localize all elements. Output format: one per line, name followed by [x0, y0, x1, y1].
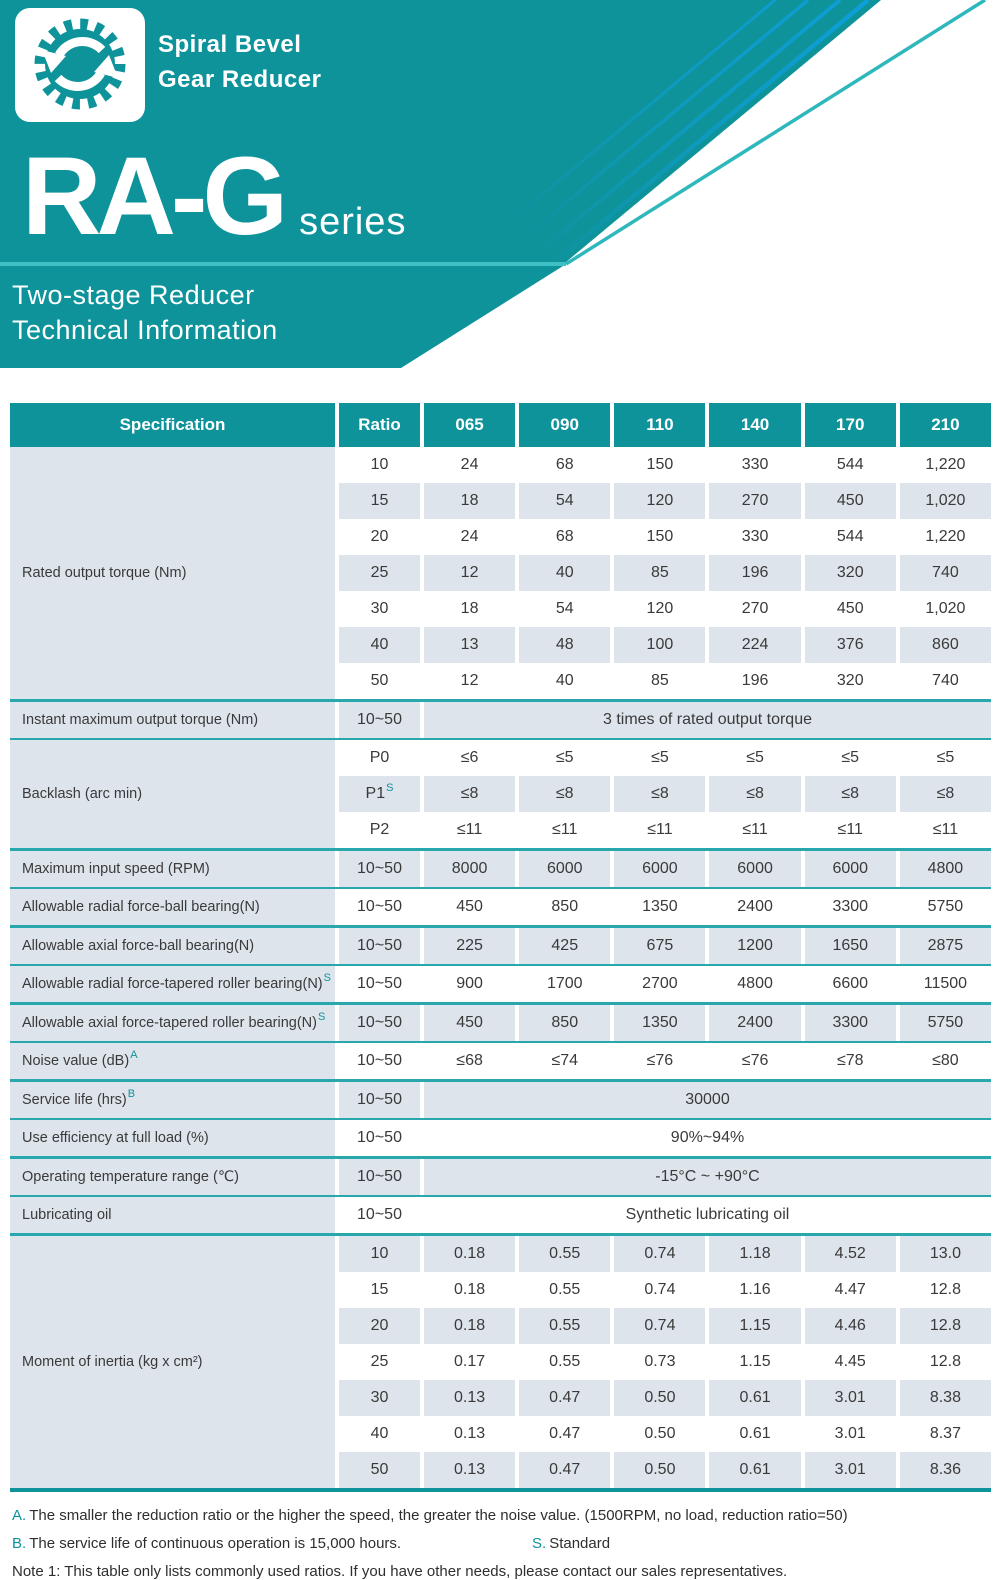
value-cell: 900: [424, 966, 515, 1002]
banner: [0, 0, 1000, 400]
value-cell: 11500: [900, 966, 991, 1002]
value-cell: ≤76: [709, 1043, 800, 1079]
superscript-note-ref: S: [317, 1010, 326, 1023]
value-cell: 450: [424, 889, 515, 925]
value-cell: 376: [805, 627, 896, 663]
ratio-cell: 10~50: [339, 1159, 420, 1195]
superscript-note-ref: S: [386, 782, 394, 794]
footnotes: [12, 1505, 990, 1580]
value-cell: 0.50: [614, 1452, 705, 1488]
value-cell: ≤8: [424, 776, 515, 812]
value-span-cell: 3 times of rated output torque: [424, 702, 991, 738]
note-1-text: Note 1: This table only lists commonly used ratios. If you have other needs, please contact our sales representatives.: [12, 1563, 788, 1580]
value-cell: 4800: [900, 851, 991, 887]
column-header: 065: [424, 403, 515, 447]
ratio-cell: 10~50: [339, 1043, 420, 1079]
value-cell: 320: [805, 555, 896, 591]
value-cell: 196: [709, 555, 800, 591]
value-span-cell: 30000: [424, 1082, 991, 1118]
value-cell: ≤8: [709, 776, 800, 812]
value-cell: ≤11: [900, 812, 991, 848]
value-cell: 2700: [614, 966, 705, 1002]
value-cell: ≤80: [900, 1043, 991, 1079]
value-cell: 6000: [805, 851, 896, 887]
ratio-cell: 10~50: [339, 1082, 420, 1118]
column-header: 210: [900, 403, 991, 447]
value-cell: 0.61: [709, 1380, 800, 1416]
value-cell: 12: [424, 663, 515, 699]
column-header: 090: [519, 403, 610, 447]
superscript-note-ref: B: [127, 1087, 136, 1100]
value-cell: ≤68: [424, 1043, 515, 1079]
ratio-cell: 50: [339, 663, 420, 699]
ratio-cell: P1 S: [339, 776, 420, 812]
value-cell: 0.13: [424, 1452, 515, 1488]
value-cell: 450: [424, 1005, 515, 1041]
value-cell: 6600: [805, 966, 896, 1002]
value-cell: 860: [900, 627, 991, 663]
value-cell: 320: [805, 663, 896, 699]
value-cell: 0.18: [424, 1272, 515, 1308]
value-cell: 675: [614, 928, 705, 964]
value-cell: 0.61: [709, 1452, 800, 1488]
value-cell: ≤78: [805, 1043, 896, 1079]
note-s-key: S.: [532, 1535, 547, 1552]
ratio-cell: 30: [339, 591, 420, 627]
value-cell: 224: [709, 627, 800, 663]
brand-line1: Spiral Bevel: [158, 31, 302, 58]
value-cell: 3300: [805, 889, 896, 925]
spec-cell: Operating temperature range (℃): [10, 1159, 335, 1195]
value-cell: 0.47: [519, 1452, 610, 1488]
value-cell: 4.46: [805, 1308, 896, 1344]
ratio-cell: 10: [339, 447, 420, 483]
ratio-cell: 50: [339, 1452, 420, 1488]
value-cell: ≤5: [614, 740, 705, 776]
value-cell: ≤5: [519, 740, 610, 776]
superscript-note-ref: A: [130, 1049, 138, 1061]
value-cell: 544: [805, 447, 896, 483]
value-cell: 4800: [709, 966, 800, 1002]
value-cell: 18: [424, 483, 515, 519]
value-cell: 3300: [805, 1005, 896, 1041]
note-b-key: B.: [12, 1535, 27, 1552]
value-cell: ≤8: [805, 776, 896, 812]
value-cell: 1700: [519, 966, 610, 1002]
value-cell: 0.13: [424, 1380, 515, 1416]
ratio-cell: 10: [339, 1236, 420, 1272]
value-cell: 18: [424, 591, 515, 627]
value-cell: ≤11: [519, 812, 610, 848]
ratio-cell: 10~50: [339, 928, 420, 964]
ratio-cell: 10~50: [339, 889, 420, 925]
value-cell: ≤74: [519, 1043, 610, 1079]
value-cell: 24: [424, 447, 515, 483]
value-cell: 4.52: [805, 1236, 896, 1272]
value-cell: 0.61: [709, 1416, 800, 1452]
value-cell: 5750: [900, 889, 991, 925]
spec-cell: Instant maximum output torque (Nm): [10, 702, 335, 738]
value-cell: 5750: [900, 1005, 991, 1041]
value-cell: 24: [424, 519, 515, 555]
value-cell: 0.18: [424, 1308, 515, 1344]
value-cell: ≤11: [709, 812, 800, 848]
brand-name: [158, 27, 321, 97]
value-cell: 2875: [900, 928, 991, 964]
spec-cell: Backlash (arc min): [10, 740, 335, 848]
value-cell: ≤11: [805, 812, 896, 848]
value-cell: 1.18: [709, 1236, 800, 1272]
value-cell: 1.16: [709, 1272, 800, 1308]
ratio-cell: 15: [339, 1272, 420, 1308]
table-bottom-border: [10, 1488, 991, 1492]
value-cell: 740: [900, 663, 991, 699]
value-cell: 2400: [709, 889, 800, 925]
value-cell: 0.50: [614, 1416, 705, 1452]
ratio-cell: 15: [339, 483, 420, 519]
value-cell: 1,020: [900, 591, 991, 627]
spec-cell: Allowable axial force-tapered roller bearing(N) S: [10, 1005, 335, 1041]
column-header: Specification: [10, 403, 335, 447]
value-cell: 4.45: [805, 1344, 896, 1380]
value-cell: 12.8: [900, 1272, 991, 1308]
value-cell: 1350: [614, 1005, 705, 1041]
banner-underline: [0, 262, 566, 266]
value-cell: ≤5: [900, 740, 991, 776]
value-cell: 1650: [805, 928, 896, 964]
value-cell: 85: [614, 663, 705, 699]
value-cell: ≤11: [614, 812, 705, 848]
value-cell: 450: [805, 591, 896, 627]
value-cell: 225: [424, 928, 515, 964]
value-cell: 3.01: [805, 1416, 896, 1452]
value-cell: 1,220: [900, 447, 991, 483]
ratio-cell: P0: [339, 740, 420, 776]
spec-cell: Maximum input speed (RPM): [10, 851, 335, 887]
series-suffix: series: [299, 201, 407, 243]
ratio-cell: 10~50: [339, 966, 420, 1002]
value-cell: 120: [614, 591, 705, 627]
spec-cell: Allowable radial force-tapered roller bearing(N) S: [10, 966, 335, 1002]
value-cell: 1.15: [709, 1344, 800, 1380]
value-cell: 2400: [709, 1005, 800, 1041]
value-cell: 0.74: [614, 1308, 705, 1344]
value-cell: 0.55: [519, 1308, 610, 1344]
value-cell: 0.73: [614, 1344, 705, 1380]
value-cell: 0.47: [519, 1380, 610, 1416]
value-cell: 0.74: [614, 1236, 705, 1272]
ratio-cell: 10~50: [339, 851, 420, 887]
brand-line2: Gear Reducer: [158, 66, 322, 93]
value-cell: 1200: [709, 928, 800, 964]
value-cell: 6000: [709, 851, 800, 887]
note-b: [12, 1533, 990, 1561]
value-cell: 0.47: [519, 1416, 610, 1452]
ratio-cell: 40: [339, 627, 420, 663]
value-cell: 0.18: [424, 1236, 515, 1272]
value-cell: 3.01: [805, 1380, 896, 1416]
value-cell: ≤8: [519, 776, 610, 812]
value-cell: 0.74: [614, 1272, 705, 1308]
note-a-key: A.: [12, 1507, 27, 1524]
note-a-text: The smaller the reduction ratio or the higher the speed, the greater the noise value. (1500RPM, no load, reduction ratio=50): [29, 1507, 848, 1524]
value-cell: 68: [519, 519, 610, 555]
value-cell: 40: [519, 555, 610, 591]
value-cell: 6000: [519, 851, 610, 887]
value-cell: 12.8: [900, 1344, 991, 1380]
value-cell: 8.36: [900, 1452, 991, 1488]
value-cell: 0.55: [519, 1344, 610, 1380]
value-cell: 850: [519, 1005, 610, 1041]
ratio-cell: 10~50: [339, 1005, 420, 1041]
note-s: [532, 1533, 610, 1555]
ratio-cell: 30: [339, 1380, 420, 1416]
value-cell: 1,020: [900, 483, 991, 519]
value-cell: 1.15: [709, 1308, 800, 1344]
spec-cell: Allowable axial force-ball bearing(N): [10, 928, 335, 964]
value-span-cell: Synthetic lubricating oil: [424, 1197, 991, 1233]
value-cell: 8.37: [900, 1416, 991, 1452]
value-cell: ≤11: [424, 812, 515, 848]
value-cell: ≤8: [900, 776, 991, 812]
ratio-cell: 25: [339, 555, 420, 591]
value-cell: 6000: [614, 851, 705, 887]
spec-cell: Rated output torque (Nm): [10, 447, 335, 699]
note-a: [12, 1505, 990, 1533]
value-cell: 13: [424, 627, 515, 663]
value-cell: 8000: [424, 851, 515, 887]
column-header: 110: [614, 403, 705, 447]
value-cell: 40: [519, 663, 610, 699]
value-cell: 330: [709, 519, 800, 555]
value-cell: 3.01: [805, 1452, 896, 1488]
ratio-cell: 20: [339, 1308, 420, 1344]
value-cell: 1,220: [900, 519, 991, 555]
value-cell: 0.55: [519, 1236, 610, 1272]
value-cell: 0.13: [424, 1416, 515, 1452]
value-cell: 0.50: [614, 1380, 705, 1416]
gear-logo: [15, 8, 145, 122]
ratio-cell: P2: [339, 812, 420, 848]
value-cell: 150: [614, 447, 705, 483]
spec-cell: Allowable radial force-ball bearing(N): [10, 889, 335, 925]
value-cell: 544: [805, 519, 896, 555]
value-cell: 85: [614, 555, 705, 591]
ratio-cell: 10~50: [339, 702, 420, 738]
value-cell: 270: [709, 591, 800, 627]
ratio-cell: 10~50: [339, 1120, 420, 1156]
note-1: [12, 1561, 990, 1580]
value-cell: 54: [519, 591, 610, 627]
value-cell: 196: [709, 663, 800, 699]
value-cell: 330: [709, 447, 800, 483]
ratio-cell: 20: [339, 519, 420, 555]
value-cell: 12: [424, 555, 515, 591]
value-cell: 0.17: [424, 1344, 515, 1380]
value-cell: ≤6: [424, 740, 515, 776]
subtitle-line1: Two-stage Reducer: [12, 280, 255, 310]
value-cell: 1350: [614, 889, 705, 925]
column-header: 140: [709, 403, 800, 447]
subtitle-line2: Technical Information: [12, 315, 278, 345]
series-name: RA-G: [22, 135, 284, 258]
ratio-cell: 25: [339, 1344, 420, 1380]
value-cell: 13.0: [900, 1236, 991, 1272]
value-cell: 740: [900, 555, 991, 591]
value-cell: ≤8: [614, 776, 705, 812]
spec-cell: Moment of inertia (kg x cm²): [10, 1236, 335, 1488]
page-subtitle: [12, 278, 278, 348]
series-title: [22, 135, 407, 258]
value-cell: ≤5: [805, 740, 896, 776]
value-cell: 120: [614, 483, 705, 519]
column-header: Ratio: [339, 403, 420, 447]
ratio-cell: 10~50: [339, 1197, 420, 1233]
value-span-cell: -15°C ~ +90°C: [424, 1159, 991, 1195]
value-cell: 100: [614, 627, 705, 663]
value-cell: 54: [519, 483, 610, 519]
value-cell: 850: [519, 889, 610, 925]
column-header: 170: [805, 403, 896, 447]
value-cell: 4.47: [805, 1272, 896, 1308]
superscript-note-ref: S: [323, 972, 331, 984]
spec-table: [10, 403, 991, 1492]
value-cell: 425: [519, 928, 610, 964]
value-cell: 150: [614, 519, 705, 555]
spec-cell: Use efficiency at full load (%): [10, 1120, 335, 1156]
spec-cell: Noise value (dB) A: [10, 1043, 335, 1079]
value-cell: 48: [519, 627, 610, 663]
note-b-text: The service life of continuous operation is 15,000 hours.: [29, 1535, 402, 1552]
spec-cell: Lubricating oil: [10, 1197, 335, 1233]
value-span-cell: 90%~94%: [424, 1120, 991, 1156]
value-cell: 270: [709, 483, 800, 519]
value-cell: 68: [519, 447, 610, 483]
note-s-text: Standard: [549, 1535, 611, 1552]
value-cell: 12.8: [900, 1308, 991, 1344]
value-cell: ≤5: [709, 740, 800, 776]
spec-cell: Service life (hrs) B: [10, 1082, 335, 1118]
value-cell: 0.55: [519, 1272, 610, 1308]
ratio-cell: 40: [339, 1416, 420, 1452]
value-cell: ≤76: [614, 1043, 705, 1079]
value-cell: 8.38: [900, 1380, 991, 1416]
value-cell: 450: [805, 483, 896, 519]
